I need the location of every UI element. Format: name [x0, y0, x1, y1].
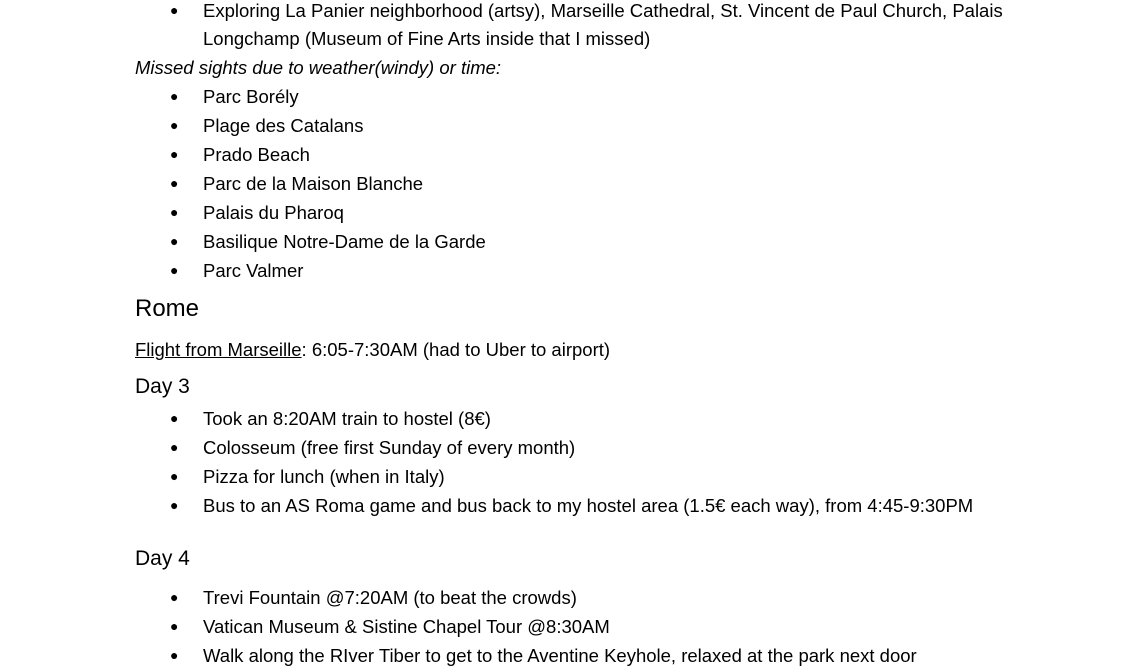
bullet-marker: ● [170, 439, 179, 455]
bullet-marker: ● [170, 175, 179, 191]
list-item: Colosseum (free first Sunday of every month) [203, 437, 576, 458]
missed-sights-heading: Missed sights due to weather(windy) or time: [135, 57, 502, 78]
section-heading-rome: Rome [135, 295, 200, 322]
list-item: Took an 8:20AM train to hostel (8€) [203, 408, 491, 429]
bullet-marker: ● [170, 618, 179, 634]
flight-details: : 6:05-7:30AM (had to Uber to airport) [301, 339, 611, 360]
bullet-marker: ● [170, 117, 179, 133]
bullet-marker: ● [170, 233, 179, 249]
list-item: Basilique Notre-Dame de la Garde [203, 231, 486, 252]
list-item: Trevi Fountain @7:20AM (to beat the crowds) [203, 587, 577, 608]
bullet-marker: ● [170, 204, 179, 220]
list-item: Bus to an AS Roma game and bus back to my hostel area (1.5€ each way), from 4:45-9:30PM [203, 495, 974, 516]
bullet-marker: ● [170, 262, 179, 278]
list-item: Vatican Museum & Sistine Chapel Tour @8:30AM [203, 616, 610, 637]
bullet-marker: ● [170, 468, 179, 484]
list-item-line: Longchamp (Museum of Fine Arts inside that I missed) [203, 28, 651, 49]
bullet-marker: ● [170, 647, 179, 663]
list-item: Parc de la Maison Blanche [203, 173, 424, 194]
list-item: Palais du Pharoq [203, 202, 344, 223]
list-item: Parc Valmer [203, 260, 304, 281]
bullet-marker: ● [170, 88, 179, 104]
bullet-marker: ● [170, 2, 179, 18]
bullet-marker: ● [170, 146, 179, 162]
bullet-marker: ● [170, 589, 179, 605]
day-4-heading: Day 4 [135, 547, 190, 570]
list-item: Walk along the RIver Tiber to get to the Aventine Keyhole, relaxed at the park next door [203, 645, 917, 666]
list-item: Prado Beach [203, 144, 310, 165]
list-item: Pizza for lunch (when in Italy) [203, 466, 445, 487]
bullet-marker: ● [170, 410, 179, 426]
flight-line [135, 335, 610, 364]
list-item: Plage des Catalans [203, 115, 364, 136]
bullet-marker: ● [170, 497, 179, 513]
day-3-heading: Day 3 [135, 375, 190, 398]
flight-link[interactable]: Flight from Marseille [135, 339, 302, 360]
list-item-line: Exploring La Panier neighborhood (artsy), Marseille Cathedral, St. Vincent de Paul Church, Palais [203, 0, 1003, 21]
list-item: Parc Borély [203, 86, 299, 107]
